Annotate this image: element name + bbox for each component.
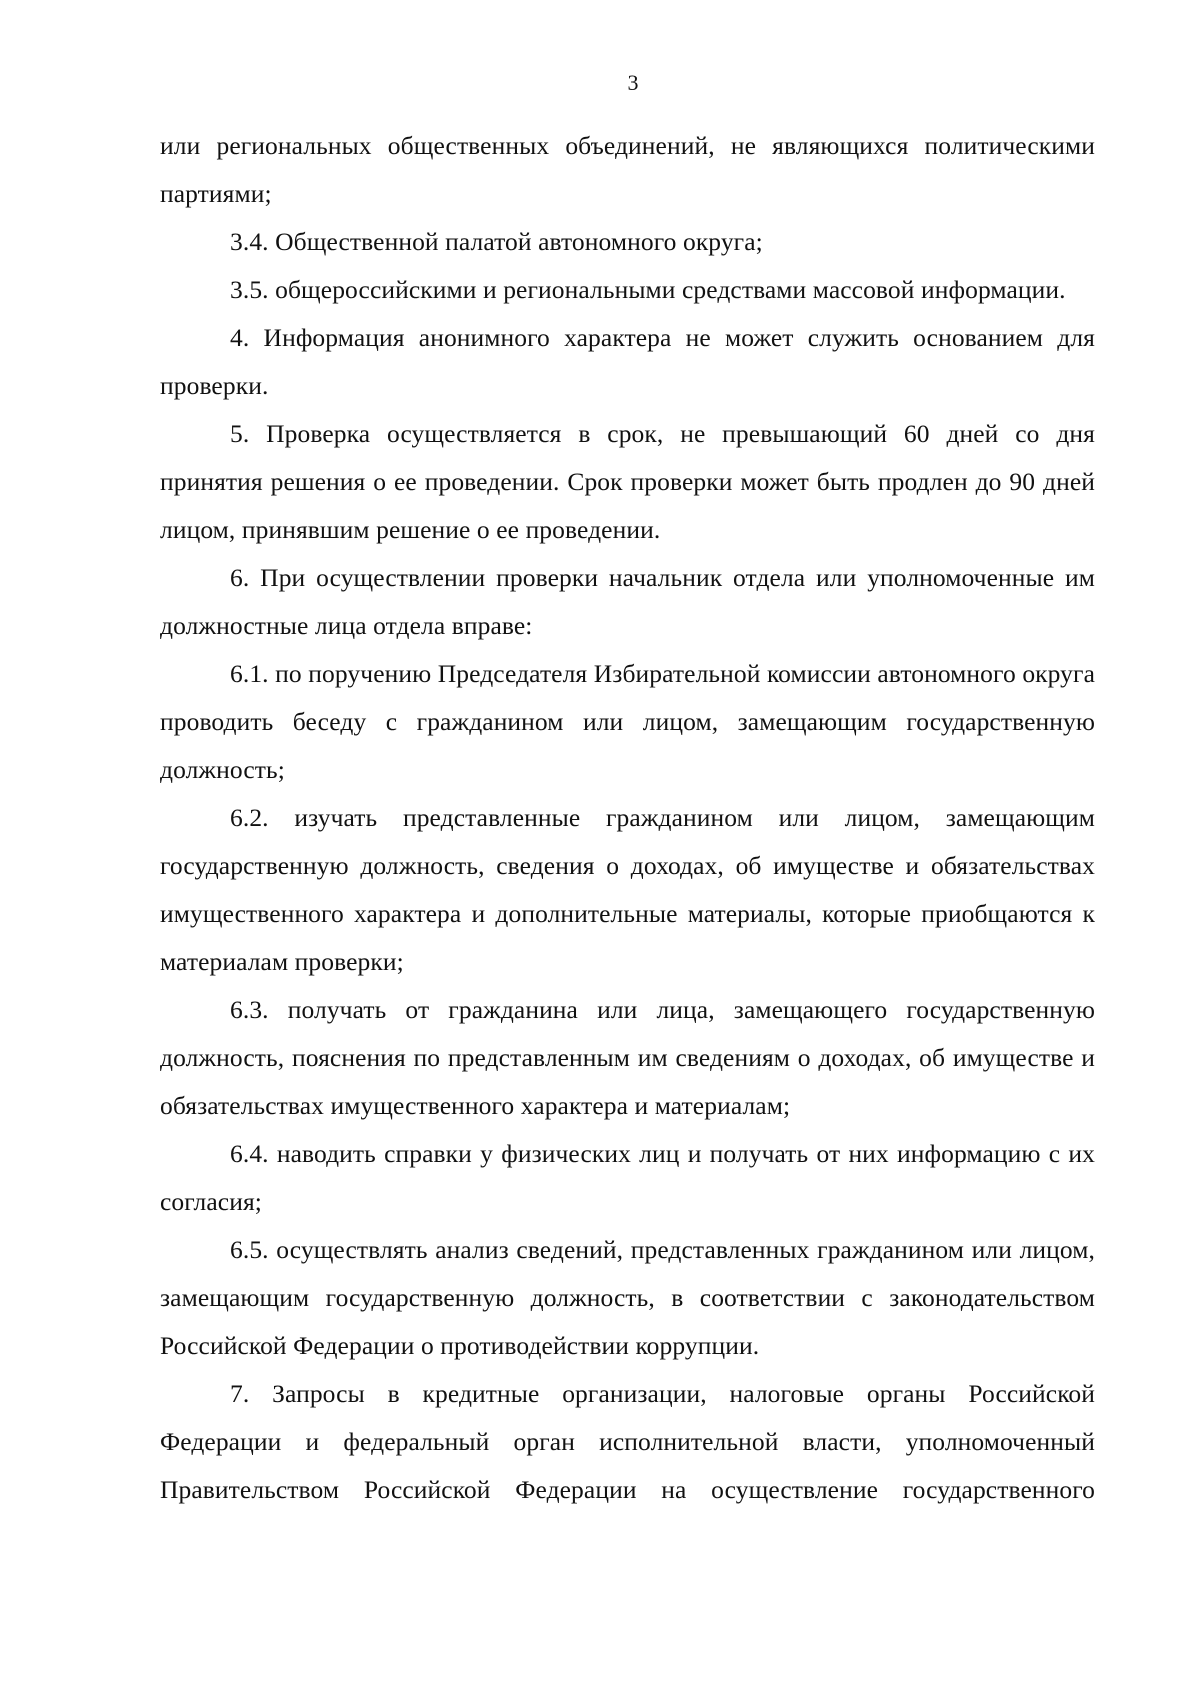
paragraph-3-5: 3.5. общероссийскими и региональными средствами массовой информации. [230, 275, 1066, 304]
paragraph-6-5: 6.5. осуществлять анализ сведений, представленных гражданином или лицом, замещающим государственную должность, в соответствии с законодательством Российской Федерации о противодействии коррупции. [160, 1235, 1095, 1360]
page-number: 3 [627, 70, 639, 95]
paragraph-6-3: 6.3. получать от гражданина или лица, замещающего государственную должность, пояснения по представленным им сведениям о доходах, об имуществе и обязательствах имущественного характера и материалам; [160, 995, 1095, 1120]
paragraph-3-4: 3.4. Общественной палатой автономного округа; [230, 227, 763, 256]
paragraph-7: 7. Запросы в кредитные организации, налоговые органы Российской Федерации и федеральный орган исполнительной власти, уполномоченный Правительством Российской Федерации на осуществление государственного [160, 1379, 1095, 1504]
paragraph-4: 4. Информация анонимного характера не может служить основанием для проверки. [160, 323, 1095, 400]
paragraph-6-4: 6.4. наводить справки у физических лиц и получать от них информацию с их согласия; [160, 1139, 1095, 1216]
paragraph-6-2: 6.2. изучать представленные гражданином или лицом, замещающим государственную должность, сведения о доходах, об имуществе и обязательствах имущественного характера и дополнительные материалы, которые приобщаются к материалам проверки; [160, 803, 1095, 976]
document-body [160, 122, 1095, 1514]
paragraph-continuation-3-3: или региональных общественных объединений, не являющихся политическими партиями; [160, 131, 1095, 208]
paragraph-6: 6. При осуществлении проверки начальник отдела или уполномоченные им должностные лица отдела вправе: [160, 563, 1095, 640]
paragraph-5: 5. Проверка осуществляется в срок, не превышающий 60 дней со дня принятия решения о ее проведении. Срок проверки может быть продлен до 90 дней лицом, принявшим решение о ее проведении. [160, 419, 1095, 544]
paragraph-6-1: 6.1. по поручению Председателя Избирательной комиссии автономного округа проводить беседу с гражданином или лицом, замещающим государственную должность; [160, 659, 1095, 784]
